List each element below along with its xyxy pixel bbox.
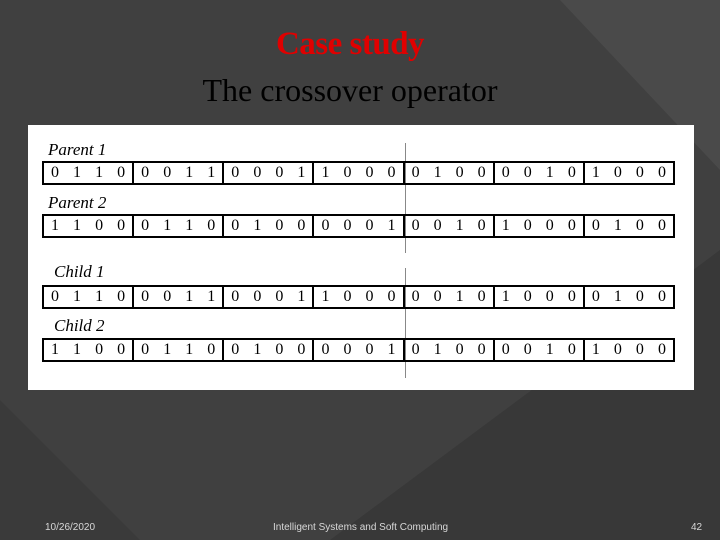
bit-cell: 0 xyxy=(321,217,330,234)
bit-cell: 1 xyxy=(613,288,622,305)
bit-cell: 0 xyxy=(567,217,576,234)
bit-cell: 1 xyxy=(545,341,554,358)
bit-cell: 0 xyxy=(523,217,532,234)
bit-cell: 0 xyxy=(613,341,622,358)
bit-cell: 0 xyxy=(231,164,240,181)
bit-cell: 0 xyxy=(117,288,126,305)
bit-cell: 0 xyxy=(477,217,486,234)
gene-group xyxy=(224,216,314,236)
bit-cell: 0 xyxy=(297,341,306,358)
bit-cell: 0 xyxy=(365,341,374,358)
bit-cell: 1 xyxy=(321,164,330,181)
bit-cell: 0 xyxy=(365,288,374,305)
bit-cell: 0 xyxy=(231,288,240,305)
bit-cell: 0 xyxy=(567,288,576,305)
bit-cell: 1 xyxy=(591,164,600,181)
bit-cell: 0 xyxy=(117,164,126,181)
footer-page-number: 42 xyxy=(691,522,703,533)
slide-title: Case study xyxy=(275,26,425,62)
bit-cell: 1 xyxy=(613,217,622,234)
bit-cell: 0 xyxy=(635,217,644,234)
bit-cell: 1 xyxy=(163,341,172,358)
bit-cell: 1 xyxy=(253,217,262,234)
bit-cell: 1 xyxy=(591,341,600,358)
gene-group xyxy=(585,216,673,236)
gene-group xyxy=(134,287,224,307)
gene-group xyxy=(405,216,495,236)
parent-1-label: Parent 1 xyxy=(48,140,107,159)
gene-group xyxy=(585,340,673,360)
bit-cell: 0 xyxy=(567,341,576,358)
bit-cell: 1 xyxy=(51,217,60,234)
gene-group xyxy=(224,287,314,307)
gene-group xyxy=(44,287,134,307)
bit-cell: 1 xyxy=(387,341,396,358)
bit-cell: 0 xyxy=(275,341,284,358)
bit-cell: 1 xyxy=(185,341,194,358)
child-1-label: Child 1 xyxy=(54,262,105,281)
bit-cell: 1 xyxy=(73,217,82,234)
bit-cell: 0 xyxy=(231,217,240,234)
bit-cell: 0 xyxy=(207,217,216,234)
bit-cell: 0 xyxy=(591,288,600,305)
bit-cell: 1 xyxy=(253,341,262,358)
bit-cell: 0 xyxy=(411,288,420,305)
gene-group xyxy=(224,163,314,183)
gene-group xyxy=(585,287,673,307)
crossover-diagram xyxy=(28,125,694,390)
gene-group xyxy=(224,340,314,360)
bit-cell: 1 xyxy=(455,288,464,305)
parent-2-chromosome xyxy=(42,214,675,238)
gene-group xyxy=(314,287,404,307)
footer-course: Intelligent Systems and Soft Computing xyxy=(273,522,449,533)
bit-cell: 1 xyxy=(95,164,104,181)
bit-cell: 1 xyxy=(387,217,396,234)
bit-cell: 0 xyxy=(455,164,464,181)
bit-cell: 1 xyxy=(73,341,82,358)
bit-cell: 1 xyxy=(207,164,216,181)
gene-group xyxy=(44,340,134,360)
bit-cell: 0 xyxy=(545,217,554,234)
bit-cell: 0 xyxy=(501,341,510,358)
child-1-chromosome xyxy=(42,285,675,309)
bit-cell: 0 xyxy=(163,288,172,305)
bit-cell: 0 xyxy=(231,341,240,358)
bit-cell: 1 xyxy=(297,288,306,305)
bit-cell: 1 xyxy=(501,217,510,234)
child-2-chromosome xyxy=(42,338,675,362)
bit-cell: 0 xyxy=(545,288,554,305)
bit-cell: 0 xyxy=(387,288,396,305)
bit-cell: 0 xyxy=(477,341,486,358)
bit-cell: 1 xyxy=(73,288,82,305)
bit-cell: 0 xyxy=(523,341,532,358)
bit-cell: 0 xyxy=(523,288,532,305)
bit-cell: 0 xyxy=(477,164,486,181)
bit-cell: 0 xyxy=(365,164,374,181)
gene-group xyxy=(134,340,224,360)
gene-group xyxy=(134,163,224,183)
gene-group xyxy=(134,216,224,236)
gene-group xyxy=(314,340,404,360)
bit-cell: 0 xyxy=(455,341,464,358)
bit-cell: 1 xyxy=(321,288,330,305)
bit-cell: 1 xyxy=(163,217,172,234)
bit-cell: 0 xyxy=(343,341,352,358)
parent-2-label: Parent 2 xyxy=(48,193,107,212)
bit-cell: 0 xyxy=(141,217,150,234)
bit-cell: 0 xyxy=(343,164,352,181)
bit-cell: 0 xyxy=(117,217,126,234)
bit-cell: 1 xyxy=(297,164,306,181)
bit-cell: 0 xyxy=(141,288,150,305)
bit-cell: 1 xyxy=(73,164,82,181)
bit-cell: 1 xyxy=(433,341,442,358)
bit-cell: 0 xyxy=(207,341,216,358)
bit-cell: 0 xyxy=(343,217,352,234)
parent-1-chromosome xyxy=(42,161,675,185)
bit-cell: 1 xyxy=(185,164,194,181)
bit-cell: 0 xyxy=(95,217,104,234)
bit-cell: 0 xyxy=(117,341,126,358)
slide-subtitle: The crossover operator xyxy=(202,72,498,108)
gene-group xyxy=(495,163,585,183)
bit-cell: 1 xyxy=(51,341,60,358)
gene-group xyxy=(405,163,495,183)
bit-cell: 0 xyxy=(253,288,262,305)
bit-cell: 0 xyxy=(141,164,150,181)
bit-cell: 1 xyxy=(185,288,194,305)
bit-cell: 0 xyxy=(365,217,374,234)
bit-cell: 1 xyxy=(433,164,442,181)
bit-cell: 0 xyxy=(141,341,150,358)
bit-cell: 0 xyxy=(657,341,666,358)
bit-cell: 0 xyxy=(297,217,306,234)
gene-group xyxy=(314,216,404,236)
gene-group xyxy=(585,163,673,183)
bit-cell: 1 xyxy=(545,164,554,181)
bit-cell: 1 xyxy=(455,217,464,234)
bit-cell: 0 xyxy=(275,164,284,181)
bit-cell: 1 xyxy=(207,288,216,305)
bit-cell: 0 xyxy=(411,164,420,181)
bit-cell: 0 xyxy=(51,164,60,181)
bit-cell: 0 xyxy=(635,288,644,305)
bit-cell: 0 xyxy=(275,288,284,305)
bit-cell: 0 xyxy=(411,217,420,234)
bit-cell: 0 xyxy=(657,164,666,181)
bit-cell: 0 xyxy=(95,341,104,358)
bit-cell: 1 xyxy=(95,288,104,305)
bit-cell: 0 xyxy=(51,288,60,305)
bit-cell: 0 xyxy=(567,164,576,181)
bit-cell: 0 xyxy=(387,164,396,181)
bit-cell: 1 xyxy=(501,288,510,305)
bit-cell: 0 xyxy=(657,288,666,305)
bit-cell: 0 xyxy=(433,288,442,305)
gene-group xyxy=(495,287,585,307)
bit-cell: 0 xyxy=(635,341,644,358)
bit-cell: 0 xyxy=(657,217,666,234)
bit-cell: 0 xyxy=(523,164,532,181)
gene-group xyxy=(495,216,585,236)
gene-group xyxy=(314,163,404,183)
bit-cell: 0 xyxy=(635,164,644,181)
bit-cell: 0 xyxy=(477,288,486,305)
gene-group xyxy=(405,287,495,307)
gene-group xyxy=(44,163,134,183)
bit-cell: 0 xyxy=(321,341,330,358)
bit-cell: 0 xyxy=(501,164,510,181)
gene-group xyxy=(495,340,585,360)
bit-cell: 0 xyxy=(591,217,600,234)
bit-cell: 0 xyxy=(163,164,172,181)
bit-cell: 0 xyxy=(253,164,262,181)
gene-group xyxy=(405,340,495,360)
bit-cell: 0 xyxy=(433,217,442,234)
bit-cell: 0 xyxy=(613,164,622,181)
bit-cell: 0 xyxy=(411,341,420,358)
footer-date: 10/26/2020 xyxy=(45,522,96,533)
child-2-label: Child 2 xyxy=(54,316,105,335)
bit-cell: 0 xyxy=(343,288,352,305)
gene-group xyxy=(44,216,134,236)
bit-cell: 1 xyxy=(185,217,194,234)
bit-cell: 0 xyxy=(275,217,284,234)
